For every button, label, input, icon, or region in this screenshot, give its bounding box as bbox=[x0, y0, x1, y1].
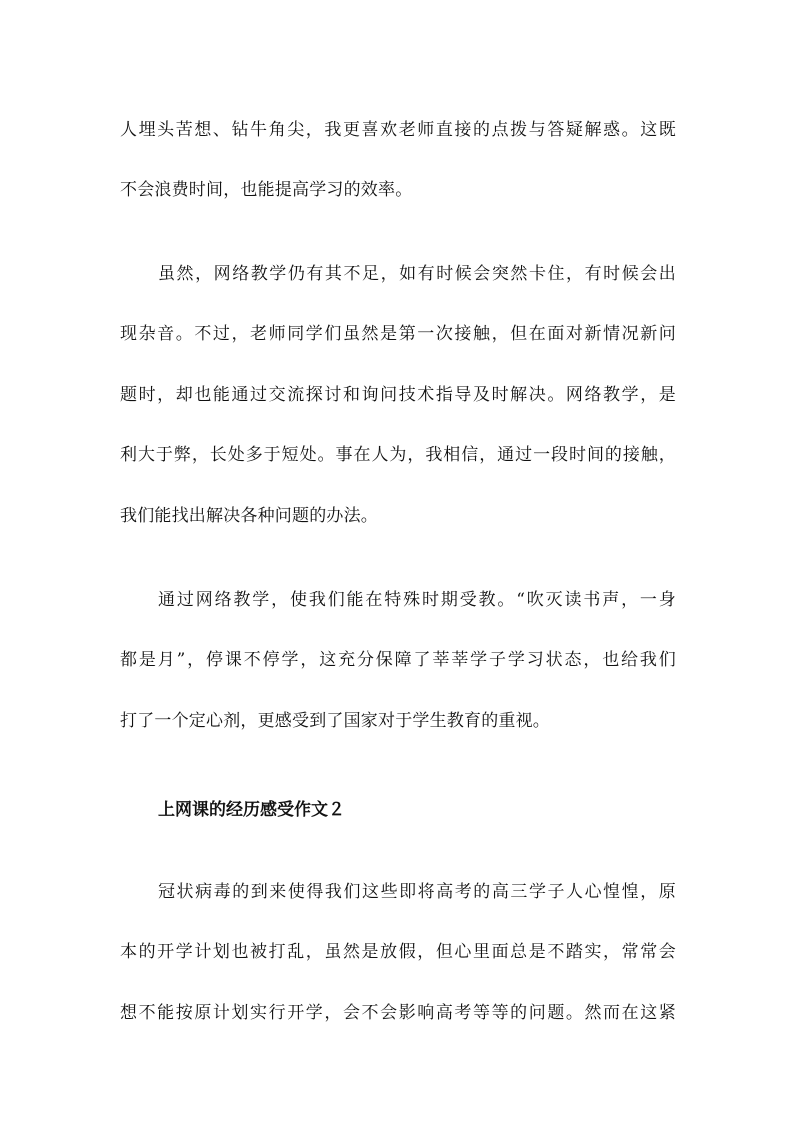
paragraph-3-line-1: 通过网络教学，使我们能在特殊时期受教。“吹灭读书声，一身 bbox=[158, 590, 676, 610]
paragraph-4-line-2: 本的开学计划也被打乱，虽然是放假，但心里面总是不踏实，常常会 bbox=[120, 942, 676, 962]
paragraph-2-line-1: 虽然，网络教学仍有其不足，如有时候会突然卡住，有时候会出 bbox=[158, 264, 676, 284]
paragraph-2-line-5: 我们能找出解决各种问题的办法。 bbox=[120, 506, 378, 526]
section-heading: 上网课的经历感受作文２ bbox=[158, 800, 345, 820]
paragraph-3-line-2: 都是月”，停课不停学，这充分保障了莘莘学子学习状态，也给我们 bbox=[120, 650, 676, 670]
paragraph-2-line-2: 现杂音。不过，老师同学们虽然是第一次接触，但在面对新情况新问 bbox=[120, 324, 676, 344]
paragraph-4-line-1: 冠状病毒的到来使得我们这些即将高考的高三学子人心惶惶，原 bbox=[158, 882, 676, 902]
paragraph-2-line-4: 利大于弊，长处多于短处。事在人为，我相信，通过一段时间的接触， bbox=[120, 445, 676, 465]
paragraph-1-line-1: 人埋头苦想、钻牛角尖，我更喜欢老师直接的点拨与答疑解惑。这既 bbox=[120, 120, 676, 140]
paragraph-3-line-3: 打了一个定心剂，更感受到了国家对于学生教育的重视。 bbox=[120, 711, 550, 731]
paragraph-2-line-3: 题时，却也能通过交流探讨和询问技术指导及时解决。网络教学，是 bbox=[120, 385, 676, 405]
paragraph-1-line-2: 不会浪费时间，也能提高学习的效率。 bbox=[120, 180, 413, 200]
paragraph-4-line-3: 想不能按原计划实行开学，会不会影响高考等等的问题。然而在这紧 bbox=[120, 1003, 676, 1023]
